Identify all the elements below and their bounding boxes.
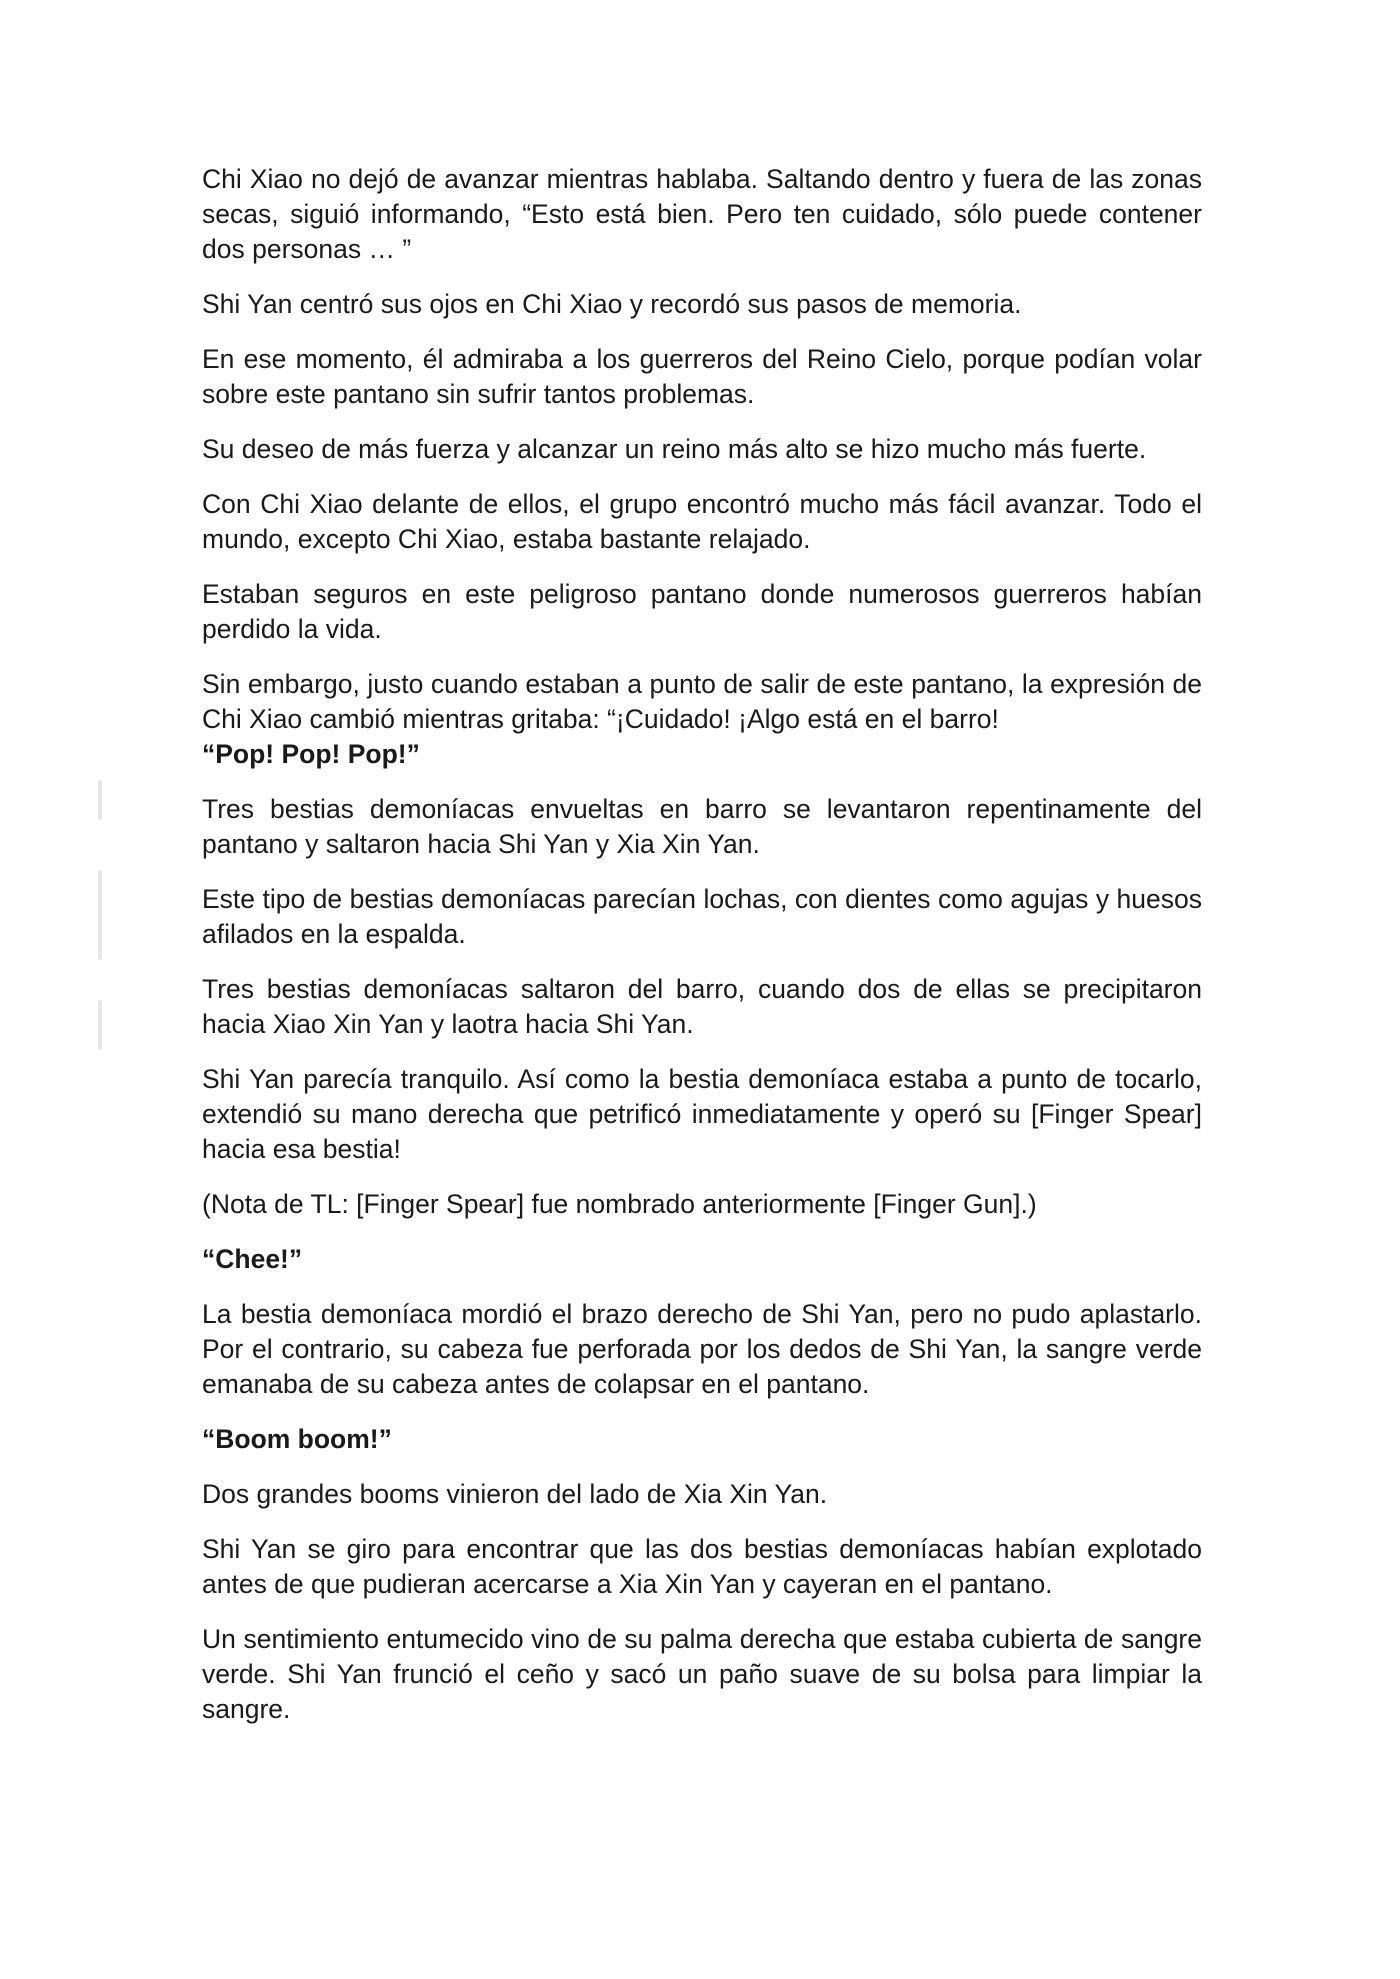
document-body (202, 162, 1202, 1747)
scan-margin-mark (98, 1000, 102, 1050)
translator-note: (Nota de TL: [Finger Spear] fue nombrado anteriormente [Finger Gun].) (202, 1189, 1037, 1219)
paragraph-6: Estaban seguros en este peligroso pantano donde numerosos guerreros habían perdido la vida. (202, 579, 1202, 644)
paragraph-11: Shi Yan parecía tranquilo. Así como la bestia demoníaca estaba a punto de tocarlo, extendió su mano derecha que petrificó inmediatamente y operó su [Finger Spear] hacia esa bestia! (202, 1064, 1202, 1164)
sound-effect-boom: “Boom boom!” (202, 1424, 392, 1454)
paragraph-10: Tres bestias demoníacas saltaron del barro, cuando dos de ellas se precipitaron hacia Xiao Xin Yan y laotra hacia Shi Yan. (202, 974, 1202, 1039)
paragraph-15: Un sentimiento entumecido vino de su palma derecha que estaba cubierta de sangre verde. Shi Yan frunció el ceño y sacó un paño suave de su bolsa para limpiar la sangre. (202, 1624, 1202, 1724)
paragraph-7: Sin embargo, justo cuando estaban a punto de salir de este pantano, la expresión de Chi Xiao cambió mientras gritaba: “¡Cuidado! ¡Algo está en el barro! (202, 669, 1202, 734)
scan-margin-mark (98, 870, 102, 960)
paragraph-9: Este tipo de bestias demoníacas parecían lochas, con dientes como agujas y huesos afilados en la espalda. (202, 884, 1202, 949)
scan-margin-mark (98, 780, 102, 820)
paragraph-3: En ese momento, él admiraba a los guerreros del Reino Cielo, porque podían volar sobre este pantano sin sufrir tantos problemas. (202, 344, 1202, 409)
paragraph-8: Tres bestias demoníacas envueltas en barro se levantaron repentinamente del pantano y saltaron hacia Shi Yan y Xia Xin Yan. (202, 794, 1202, 859)
paragraph-12: La bestia demoníaca mordió el brazo derecho de Shi Yan, pero no pudo aplastarlo. Por el contrario, su cabeza fue perforada por los dedos de Shi Yan, la sangre verde emanaba de su cabeza antes de colapsar en el pantano. (202, 1299, 1202, 1399)
paragraph-1: Chi Xiao no dejó de avanzar mientras hablaba. Saltando dentro y fuera de las zonas secas, siguió informando, “Esto está bien. Pero ten cuidado, sólo puede contener dos personas … ” (202, 164, 1202, 264)
paragraph-14: Shi Yan se giro para encontrar que las dos bestias demoníacas habían explotado antes de que pudieran acercarse a Xia Xin Yan y cayeran en el pantano. (202, 1534, 1202, 1599)
paragraph-4: Su deseo de más fuerza y alcanzar un reino más alto se hizo mucho más fuerte. (202, 434, 1147, 464)
sound-effect-pop: “Pop! Pop! Pop!” (202, 739, 420, 769)
sound-effect-chee: “Chee!” (202, 1244, 303, 1274)
paragraph-5: Con Chi Xiao delante de ellos, el grupo encontró mucho más fácil avanzar. Todo el mundo, excepto Chi Xiao, estaba bastante relajado. (202, 489, 1202, 554)
paragraph-2: Shi Yan centró sus ojos en Chi Xiao y recordó sus pasos de memoria. (202, 289, 1022, 319)
paragraph-13: Dos grandes booms vinieron del lado de Xia Xin Yan. (202, 1479, 828, 1509)
